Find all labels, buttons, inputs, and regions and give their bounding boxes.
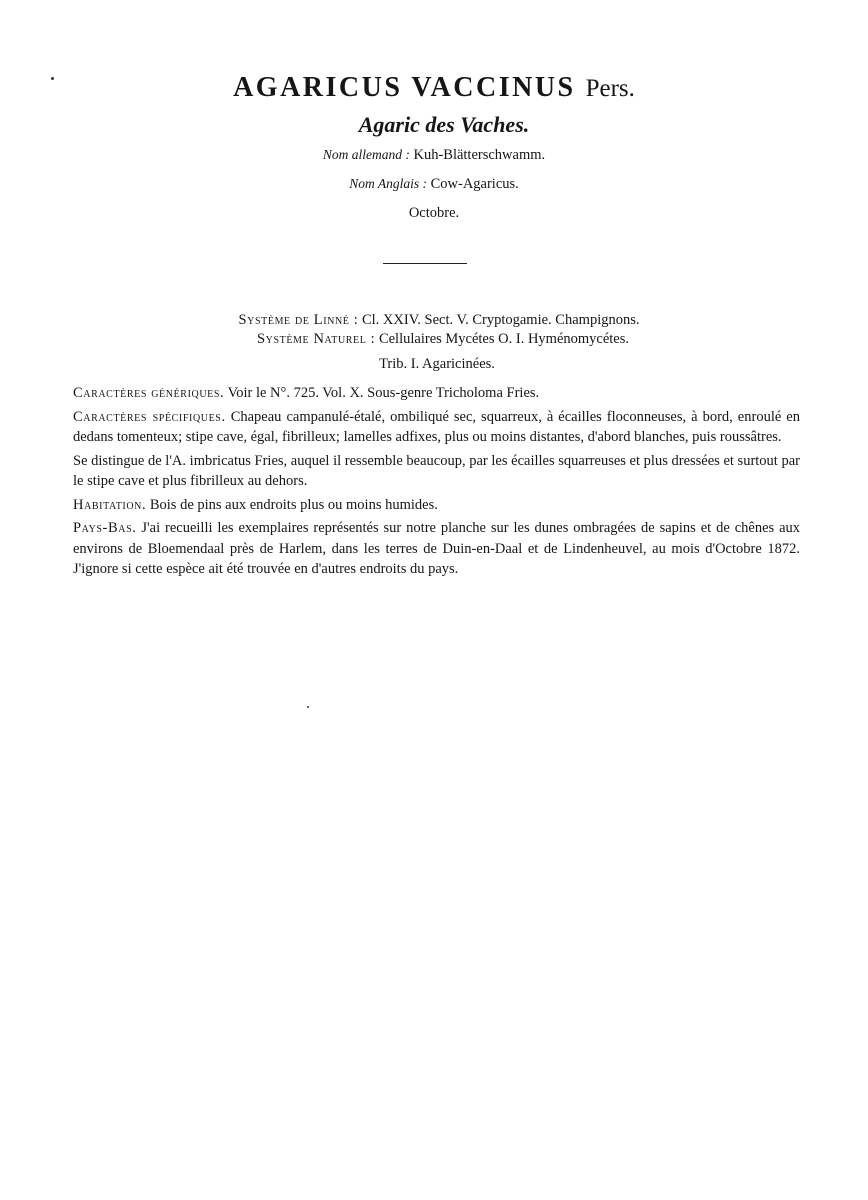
german-name: Kuh-Blätterschwamm. bbox=[413, 147, 546, 163]
habitat-paragraph bbox=[73, 495, 800, 516]
natural-text: Cellulaires Mycétes O. I. Hyménomycétes. bbox=[378, 331, 630, 347]
natural-system-line bbox=[9, 331, 868, 348]
french-name: Agaric des Vaches. bbox=[358, 112, 530, 137]
species-author: Pers. bbox=[585, 75, 635, 102]
netherlands-text: J'ai recueilli les exemplaires représentés sur notre planche sur les dunes ombragées de sapins et de chênes aux environs de Bloemendaal près de Harlem, dans les terres de Duin-en-Daal et de Lindenheuvel, au mois d'Octobre 1872. J'ignore si cette espèce ait été trouvée en d'autres endroits du pays. bbox=[73, 520, 800, 577]
species-name: AGARICUS VACCINUS bbox=[233, 72, 576, 103]
specific-characters-text: Chapeau campanulé-étalé, ombiliqué sec, squarreux, à écailles floconneuses, à bord, enroulé en dedans tomenteux; stipe cave, égal, fibrilleux; lamelles adfixes, plus ou moins distantes, d'abord blanches, puis roussâtres. bbox=[73, 408, 800, 445]
distinction-text: Se distingue de l'A. imbricatus Fries, auquel il ressemble beaucoup, par les écailles squarreuses et plus dressées et surtout par le stipe cave et plus fibrilleux au dehors. bbox=[73, 452, 800, 489]
generic-characters-label: Caractères génériques. bbox=[73, 385, 225, 401]
species-title bbox=[0, 72, 868, 104]
english-name-label: Nom Anglais : bbox=[349, 176, 427, 191]
description-body bbox=[73, 383, 800, 583]
netherlands-paragraph bbox=[73, 518, 800, 580]
generic-characters-paragraph bbox=[73, 383, 800, 404]
divider-rule bbox=[383, 263, 467, 264]
tribe-line: Trib. I. Agaricinées. bbox=[379, 356, 495, 372]
habitat-label: Habitation. bbox=[73, 496, 147, 513]
specific-characters-paragraph bbox=[73, 407, 800, 448]
habitat-text: Bois de pins aux endroits plus ou moins humides. bbox=[149, 496, 438, 513]
linne-label: Système de Linné : bbox=[238, 312, 359, 328]
linne-text: Cl. XXIV. Sect. V. Cryptogamie. Champignons. bbox=[361, 312, 640, 328]
german-name-label: Nom allemand : bbox=[322, 147, 410, 162]
speck bbox=[307, 706, 309, 708]
generic-characters-text: Voir le N°. 725. Vol. X. Sous-genre Tricholoma Fries. bbox=[227, 385, 540, 401]
german-name-line bbox=[0, 147, 868, 164]
linne-system-line bbox=[5, 312, 868, 329]
distinction-paragraph bbox=[73, 451, 800, 492]
specific-characters-label: Caractères spécifiques. bbox=[73, 408, 226, 425]
netherlands-label: Pays-Bas. bbox=[73, 520, 137, 536]
natural-label: Système Naturel : bbox=[256, 331, 376, 347]
english-name: Cow-Agaricus. bbox=[430, 176, 519, 192]
month: Octobre. bbox=[408, 205, 460, 221]
english-name-line bbox=[0, 176, 868, 193]
